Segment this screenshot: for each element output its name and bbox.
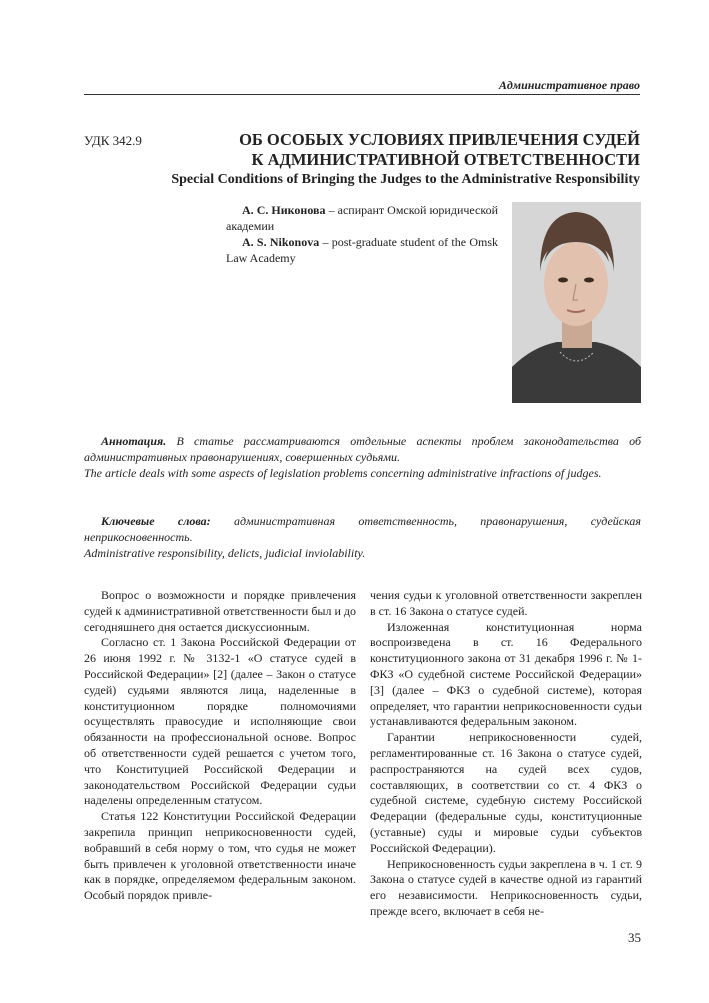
header-rule [84, 94, 640, 95]
author-desc-en: – post-graduate student of the Omsk Law Academy [226, 235, 498, 265]
author-info [226, 202, 498, 266]
author-photo [512, 202, 641, 403]
keywords-text-ru: административная ответственность, правонарушения, судейская неприкосновенность. [84, 514, 641, 544]
author-name-ru: А. С. Никонова [242, 203, 326, 217]
article-title-en: Special Conditions of Bringing the Judges to the Administrative Responsibility [171, 172, 640, 187]
abstract-ru [84, 433, 641, 465]
abstract-label: Аннотация. [101, 434, 167, 448]
author-ru [226, 202, 498, 234]
title-line-1: ОБ ОСОБЫХ УСЛОВИЯХ ПРИВЛЕЧЕНИЯ СУДЕЙ [239, 130, 640, 149]
paragraph: Согласно ст. 1 Закона Российской Федерации от 26 июня 1992 г. № 3132-1 «О статусе судей в Российской Федерации» [2] (далее – Закон о статусе судей) судьями являются лица, наделенные в конституционном порядке полномочиями осуществлять правосудие и исполняющие свои обязанности на профессиональной основе. Вопрос об ответственности судей решается с учетом того, что Конституцией Российской Федерации и законодательством Российской Федерации судьи наделены определенным статусом. [84, 635, 356, 808]
paragraph: Неприкосновенность судьи закреплена в ч. 1 ст. 9 Закона о статусе судей в качестве одной из гарантий его независимости. Неприкосновенность судьи, прежде всего, включает в себя не- [370, 856, 642, 918]
title-line-2: К АДМИНИСТРАТИВНОЙ ОТВЕТСТВЕННОСТИ [251, 150, 640, 169]
keywords [84, 513, 641, 561]
paragraph: Вопрос о возможности и порядке привлечения судей к административной ответственности был и до сегодняшнего дня остается дискуссионным. [84, 588, 357, 634]
paragraph: Изложенная конституционная норма воспроизведена в ст. 16 Федерального конституционного закона от 31 декабря 1996 г. № 1-ФКЗ «О судебной системе Российской Федерации» [3] (далее – ФКЗ о судебной системе), которая определяет, что гарантии неприкосновенности судьи устанавливаются федеральным законом. [370, 619, 642, 729]
abstract-en: The article deals with some aspects of legislation problems concerning administrative infractions of judges. [84, 466, 602, 480]
author-portrait-image [512, 202, 641, 403]
article-title-ru [200, 130, 640, 170]
udk-code: УДК 342.9 [84, 133, 142, 148]
author-name-en: A. S. Nikonova [242, 235, 320, 249]
keywords-label: Ключевые слова: [101, 514, 211, 528]
abstract-text-ru: В статье рассматриваются отдельные аспекты проблем законодательства об административных правонарушениях, совершенных судьями. [84, 434, 641, 464]
author-en [226, 234, 498, 266]
keywords-ru [84, 513, 641, 545]
paragraph: Статья 122 Конституции Российской Федерации закрепила принцип неприкосновенности судей, вобравший в себя норму о том, что судья не может быть привлечен к уголовной ответственности иначе как в порядке, определяемом федеральным законом. Особый порядок привле- [84, 809, 356, 903]
paragraph: Гарантии неприкосновенности судей, регламентированные ст. 16 Закона о статусе судей, распространяются на судей всех судов, составляющих, в соответствии со ст. 4 ФКЗ о судебной системе, судебную систему Российской Федерации (федеральные суды, конституционные (уставные) суды и мировые судьи субъектов Российской Федерации). [370, 730, 642, 855]
author-desc-ru: – аспирант Омской юридической академии [226, 203, 498, 233]
abstract [84, 433, 641, 481]
page-number: 35 [628, 930, 641, 945]
keywords-en: Administrative responsibility, delicts, judicial inviolability. [84, 546, 366, 560]
paragraph-continued: чения судьи к уголовной ответственности закреплен в ст. 16 Закона о статусе судей. [370, 588, 642, 618]
body-column-left [84, 588, 356, 904]
running-head: Административное право [498, 78, 640, 92]
body-column-right [370, 588, 642, 920]
